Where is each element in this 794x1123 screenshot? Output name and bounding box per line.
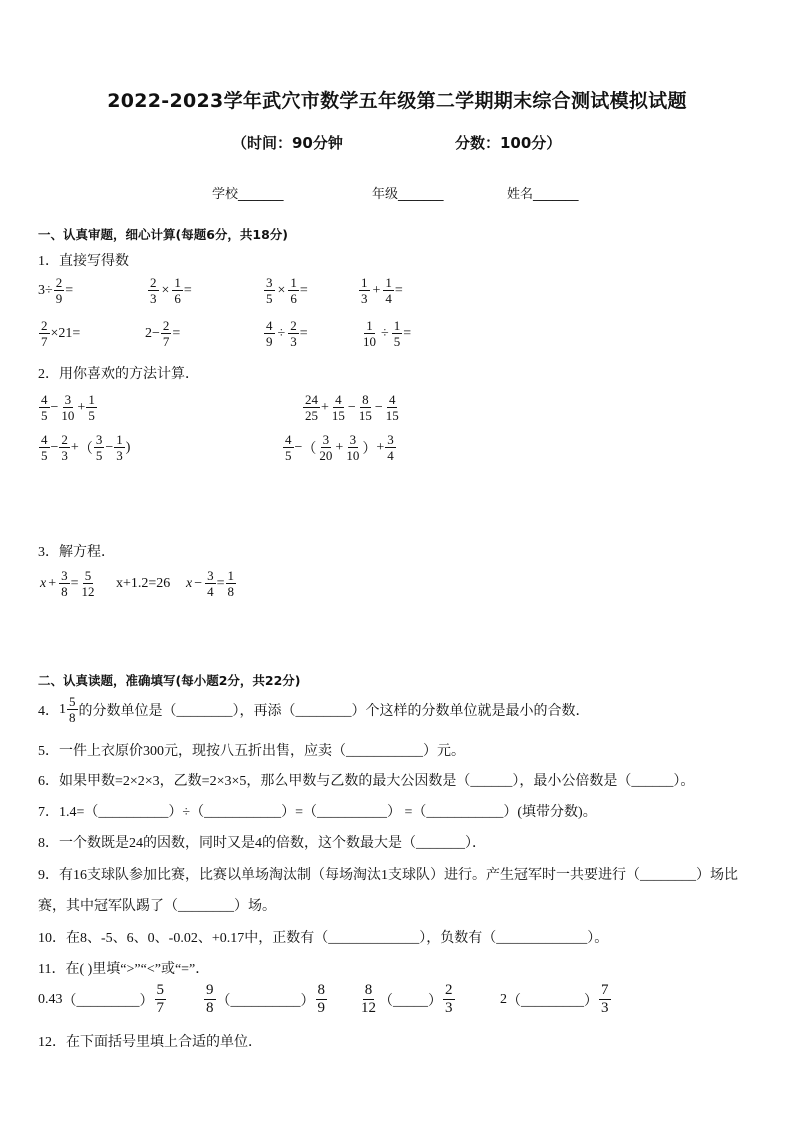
compare-3: $\frac{8}{12}$ （_____） $\frac{2}{3}$ [361, 982, 453, 1016]
calc-1-3: $\frac{3}{5}$ × $\frac{1}{6}$ = [266, 275, 308, 306]
question-2: 2．用你喜欢的方法计算． [38, 367, 199, 382]
calc-1-2: $\frac{2}{3}$ × $\frac{1}{6}$ = [150, 275, 192, 306]
question-6: 6．如果甲数=2×2×3，乙数=2×3×5，那么甲数与乙数的最大公因数是（______），最小公倍数是（______）。 [38, 774, 695, 789]
page-title: 2022-2023学年武穴市数学五年级第二学期期末综合测试模拟试题 [107, 90, 687, 112]
compare-2: $\frac{9}{8}$ （__________） $\frac{8}{9}$ [206, 982, 325, 1016]
question-10: 10．在8、-5、6、0、-0.02、+0.17中，正数有（_____________），负数有（_____________）。 [38, 931, 609, 946]
section-1-heading: 一、认真审题，细心计算(每题6分，共18分) [38, 227, 289, 242]
question-9-line-2: 赛，其中冠军队踢了（________）场。 [38, 899, 276, 914]
calc-1-5: $\frac{2}{7}$ ×21= [41, 318, 81, 349]
section-2-heading: 二、认真读题，准确填写(每小题2分，共22分) [38, 673, 301, 688]
question-4: 4． 1 $\frac{5}{8}$ 的分数单位是（________），再添（________）个这样的分数单位就是最小的合数． [38, 694, 590, 725]
equation-2: x+1.2=26 [116, 576, 171, 591]
question-8: 8．一个数既是24的因数，同时又是4的倍数，这个数最大是（_______）． [38, 836, 486, 851]
question-1: 1．直接写得数 [38, 254, 129, 269]
calc-2-1: $\frac{4}{5}$ − $\frac{3}{10}$ + $\frac{1}{5}$ [41, 392, 95, 423]
compare-4: 2 （_________） $\frac{7}{3}$ [500, 982, 609, 1016]
question-5: 5．一件上衣原价300元，现按八五折出售，应卖（___________）元。 [38, 744, 465, 759]
calc-1-8: $\frac{1}{10}$ ÷ $\frac{1}{5}$ = [363, 318, 412, 349]
school-field[interactable]: 学校_______ [212, 187, 284, 202]
grade-field[interactable]: 年级_______ [372, 187, 444, 202]
name-field[interactable]: 姓名_______ [507, 187, 579, 202]
calc-2-2: $\frac{24}{25}$ + $\frac{4}{15}$ − $\frac{8}{15}$ − $\frac{4}{15}$ [305, 392, 399, 423]
question-11: 11．在( )里填“>”“<”或“=”． [38, 962, 210, 977]
calc-1-4: $\frac{1}{3}$ + $\frac{1}{4}$ = [361, 275, 403, 306]
calc-1-6: 2− $\frac{2}{7}$ = [145, 318, 181, 349]
compare-1: 0.43 （_________） $\frac{5}{7}$ [38, 982, 164, 1016]
calc-2-3: $\frac{4}{5}$ − $\frac{2}{3}$ + （ $\frac{3}{5}$ − $\frac{1}{3}$ ) [41, 432, 131, 463]
question-3: 3．解方程． [38, 545, 115, 560]
question-7: 7．1.4=（__________）÷（___________）=（__________） =（___________）(填带分数)。 [38, 805, 597, 820]
calc-2-4: $\frac{4}{5}$ − （ $\frac{3}{20}$ + $\frac{3}{10}$ ） + $\frac{3}{4}$ [285, 432, 394, 463]
question-12: 12．在下面括号里填上合适的单位． [38, 1035, 262, 1050]
question-9-line-1: 9．有16支球队参加比赛，比赛以单场淘汰制（每场淘汰1支球队）进行。产生冠军时一共要进行（________）场比 [38, 868, 738, 883]
calc-1-1: 3÷ $\frac{2}{9}$ = [38, 275, 74, 306]
exam-time: （时间：90分钟 [232, 134, 343, 152]
equation-3: x − $\frac{3}{4}$ = $\frac{1}{8}$ [186, 568, 235, 599]
calc-1-7: $\frac{4}{9}$ ÷ $\frac{2}{3}$ = [266, 318, 308, 349]
exam-score: 分数：100分） [455, 134, 562, 152]
equation-1: x + $\frac{3}{8}$ = $\frac{5}{12}$ [40, 568, 95, 599]
